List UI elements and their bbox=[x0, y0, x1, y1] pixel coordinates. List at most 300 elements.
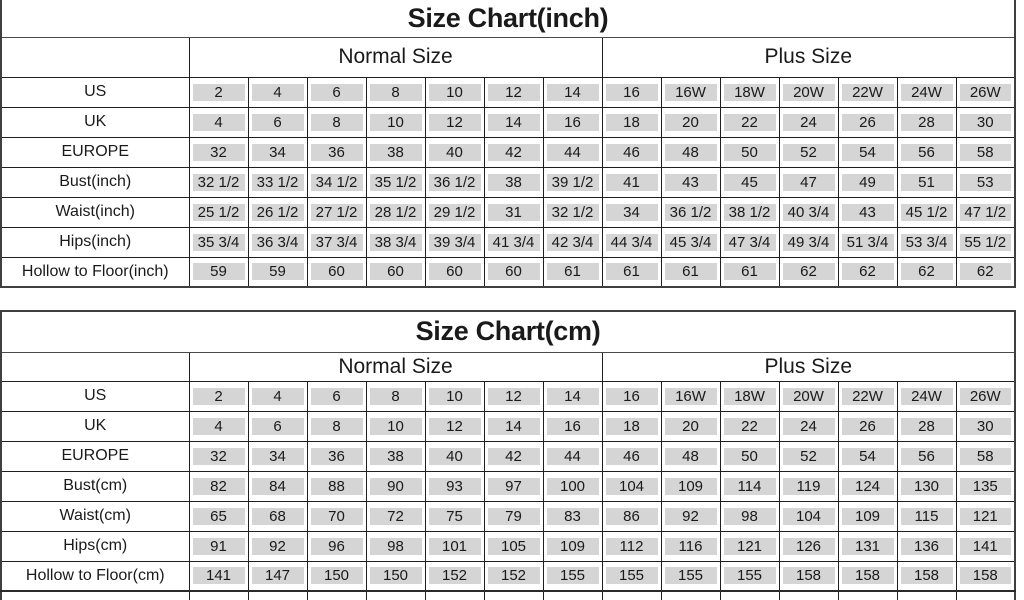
size-cell-value: 60 bbox=[370, 263, 422, 280]
size-cell-value: 16 bbox=[547, 418, 599, 435]
size-cell bbox=[248, 227, 307, 257]
size-cell bbox=[543, 137, 602, 167]
size-cell-value: 90 bbox=[370, 478, 422, 495]
size-cell-value: 32 1/2 bbox=[547, 204, 599, 221]
size-cell bbox=[484, 501, 543, 531]
table-row bbox=[1, 227, 1015, 257]
size-cell bbox=[956, 167, 1015, 197]
size-cell bbox=[779, 591, 838, 600]
size-cell bbox=[484, 77, 543, 107]
size-cell bbox=[543, 197, 602, 227]
size-cell-value: 155 bbox=[606, 567, 658, 584]
size-cell-value: 12 bbox=[488, 84, 540, 101]
size-cell bbox=[661, 137, 720, 167]
size-cell bbox=[720, 137, 779, 167]
size-cell-value: 126 bbox=[783, 538, 835, 555]
size-cell-value: 88 bbox=[311, 478, 363, 495]
table-row bbox=[1, 531, 1015, 561]
size-cell bbox=[307, 561, 366, 591]
size-cell-value: 29 1/2 bbox=[429, 204, 481, 221]
size-cell bbox=[484, 197, 543, 227]
size-cell bbox=[248, 561, 307, 591]
size-cell bbox=[602, 257, 661, 287]
size-cell-value: 38 1/2 bbox=[724, 204, 776, 221]
size-cell-value: 59 bbox=[193, 263, 245, 280]
size-cell bbox=[366, 257, 425, 287]
size-cell-value: 109 bbox=[547, 538, 599, 555]
size-cell bbox=[425, 591, 484, 600]
size-cell bbox=[248, 501, 307, 531]
size-cell bbox=[366, 77, 425, 107]
size-cell-value: 28 bbox=[901, 114, 953, 131]
row-label: Hollow to Floor(cm) bbox=[1, 561, 189, 591]
size-cell bbox=[720, 167, 779, 197]
size-cell bbox=[720, 501, 779, 531]
size-cell bbox=[838, 471, 897, 501]
size-cell bbox=[189, 107, 248, 137]
size-cell bbox=[661, 197, 720, 227]
size-cell bbox=[189, 531, 248, 561]
size-cell bbox=[484, 531, 543, 561]
size-cell-value: 20W bbox=[783, 84, 835, 101]
size-cell-value: 26 bbox=[842, 114, 894, 131]
size-cell-value: 16W bbox=[665, 84, 717, 101]
size-cell-value: 26 1/2 bbox=[252, 204, 304, 221]
size-cell-value: 92 bbox=[252, 538, 304, 555]
size-cell bbox=[602, 107, 661, 137]
size-cell-value: 6 bbox=[252, 418, 304, 435]
size-cell-value: 10 bbox=[370, 114, 422, 131]
size-cell bbox=[779, 197, 838, 227]
size-cell-value: 34 bbox=[252, 448, 304, 465]
size-cell bbox=[484, 227, 543, 257]
size-cell-value: 112 bbox=[606, 538, 658, 555]
size-cell bbox=[602, 471, 661, 501]
size-cell bbox=[189, 137, 248, 167]
size-cell bbox=[897, 197, 956, 227]
size-cell-value: 152 bbox=[488, 567, 540, 584]
size-cell bbox=[956, 591, 1015, 600]
size-cell bbox=[838, 257, 897, 287]
size-cell-value: 40 bbox=[429, 448, 481, 465]
row-label: Bust(cm) bbox=[1, 471, 189, 501]
size-cell bbox=[248, 167, 307, 197]
size-cell-value: 155 bbox=[665, 567, 717, 584]
size-cell bbox=[897, 531, 956, 561]
size-cell-value: 38 bbox=[370, 448, 422, 465]
size-cell bbox=[484, 471, 543, 501]
size-cell bbox=[189, 411, 248, 441]
size-cell-value: 16 bbox=[606, 84, 658, 101]
size-cell-value: 4 bbox=[252, 84, 304, 101]
size-cell-value: 16 bbox=[606, 388, 658, 405]
size-cell bbox=[543, 381, 602, 411]
size-cell-value: 105 bbox=[488, 538, 540, 555]
size-cell-value: 18W bbox=[724, 84, 776, 101]
size-cell bbox=[543, 257, 602, 287]
table-row bbox=[1, 197, 1015, 227]
size-cell bbox=[366, 531, 425, 561]
size-cell bbox=[307, 411, 366, 441]
size-cell-value: 50 bbox=[724, 448, 776, 465]
size-cell bbox=[956, 531, 1015, 561]
size-cell bbox=[838, 531, 897, 561]
size-cell-value: 8 bbox=[311, 418, 363, 435]
row-label: Waist(inch) bbox=[1, 197, 189, 227]
size-cell bbox=[307, 471, 366, 501]
row-label: US bbox=[1, 381, 189, 411]
size-cell-value: 116 bbox=[665, 538, 717, 555]
size-cell bbox=[602, 227, 661, 257]
size-cell-value: 47 bbox=[783, 174, 835, 191]
size-cell-value: 141 bbox=[960, 538, 1012, 555]
size-table-cm bbox=[0, 310, 1016, 600]
table-row bbox=[1, 107, 1015, 137]
size-cell bbox=[484, 257, 543, 287]
row-label: Bust(inch) bbox=[1, 167, 189, 197]
size-cell bbox=[484, 381, 543, 411]
size-cell-value: 44 bbox=[547, 448, 599, 465]
size-cell bbox=[661, 441, 720, 471]
size-cell bbox=[956, 561, 1015, 591]
size-cell-value: 61 bbox=[606, 263, 658, 280]
size-cell-value: 2 bbox=[193, 84, 245, 101]
size-cell bbox=[543, 531, 602, 561]
size-cell bbox=[838, 591, 897, 600]
size-cell-value: 62 bbox=[901, 263, 953, 280]
size-cell bbox=[838, 411, 897, 441]
size-cell-value: 32 1/2 bbox=[193, 174, 245, 191]
size-cell-value: 62 bbox=[783, 263, 835, 280]
size-cell bbox=[425, 411, 484, 441]
size-cell bbox=[956, 137, 1015, 167]
size-cell-value: 158 bbox=[783, 567, 835, 584]
size-cell bbox=[248, 471, 307, 501]
size-cell-value: 91 bbox=[193, 538, 245, 555]
size-cell bbox=[248, 441, 307, 471]
size-cell bbox=[897, 257, 956, 287]
size-cell-value: 14 bbox=[488, 114, 540, 131]
size-cell bbox=[720, 77, 779, 107]
size-cell bbox=[543, 77, 602, 107]
size-cell-value: 4 bbox=[193, 114, 245, 131]
size-cell bbox=[897, 381, 956, 411]
size-cell-value: 42 bbox=[488, 448, 540, 465]
size-cell bbox=[307, 167, 366, 197]
size-cell-value: 101 bbox=[429, 538, 481, 555]
row-label: US bbox=[1, 77, 189, 107]
size-cell-value: 41 bbox=[606, 174, 658, 191]
size-cell bbox=[897, 77, 956, 107]
table-row bbox=[1, 411, 1015, 441]
size-cell-value: 62 bbox=[842, 263, 894, 280]
size-cell bbox=[956, 411, 1015, 441]
size-cell-value: 32 bbox=[193, 144, 245, 161]
size-cell-value: 26 bbox=[842, 418, 894, 435]
size-cell-value: 28 1/2 bbox=[370, 204, 422, 221]
normal-size-header: Normal Size bbox=[189, 352, 602, 381]
size-cell-value: 62 bbox=[960, 263, 1012, 280]
size-cell-value: 52 bbox=[783, 448, 835, 465]
size-cell bbox=[602, 167, 661, 197]
size-cell bbox=[602, 381, 661, 411]
size-cell bbox=[720, 257, 779, 287]
size-cell bbox=[956, 257, 1015, 287]
size-cell bbox=[366, 107, 425, 137]
size-cell-value: 49 3/4 bbox=[783, 234, 835, 251]
size-cell bbox=[897, 441, 956, 471]
size-cell bbox=[248, 411, 307, 441]
size-cell-value: 58 bbox=[960, 144, 1012, 161]
size-cell-value: 18 bbox=[606, 114, 658, 131]
size-cell bbox=[484, 411, 543, 441]
size-cell-value: 56 bbox=[901, 144, 953, 161]
size-cell-value: 24 bbox=[783, 418, 835, 435]
size-cell-value: 82 bbox=[193, 478, 245, 495]
size-cell bbox=[366, 167, 425, 197]
size-cell bbox=[189, 227, 248, 257]
size-cell-value: 8 bbox=[370, 84, 422, 101]
size-cell bbox=[366, 501, 425, 531]
size-cell bbox=[897, 107, 956, 137]
size-cell bbox=[720, 471, 779, 501]
size-cell-value: 42 3/4 bbox=[547, 234, 599, 251]
size-cell bbox=[248, 257, 307, 287]
size-cell bbox=[248, 77, 307, 107]
size-cell-value: 12 bbox=[429, 114, 481, 131]
size-cell bbox=[838, 441, 897, 471]
size-cell-value: 84 bbox=[252, 478, 304, 495]
size-cell bbox=[484, 561, 543, 591]
size-cell-value: 16 bbox=[547, 114, 599, 131]
row-label bbox=[1, 591, 189, 600]
size-cell bbox=[189, 561, 248, 591]
size-cell bbox=[838, 167, 897, 197]
size-cell-value: 22W bbox=[842, 84, 894, 101]
size-cell bbox=[307, 591, 366, 600]
size-cell-value: 65 bbox=[193, 508, 245, 525]
size-cell-value: 10 bbox=[370, 418, 422, 435]
table-title-inch: Size Chart(inch) bbox=[1, 0, 1015, 37]
size-cell bbox=[189, 471, 248, 501]
size-cell bbox=[661, 411, 720, 441]
table-row bbox=[1, 137, 1015, 167]
size-cell bbox=[779, 471, 838, 501]
row-label: Hips(cm) bbox=[1, 531, 189, 561]
size-cell bbox=[189, 167, 248, 197]
row-label: EUROPE bbox=[1, 441, 189, 471]
size-cell bbox=[602, 197, 661, 227]
size-cell bbox=[425, 77, 484, 107]
size-cell-value: 114 bbox=[724, 478, 776, 495]
size-cell bbox=[425, 501, 484, 531]
size-cell-value: 27 1/2 bbox=[311, 204, 363, 221]
table-row bbox=[1, 471, 1015, 501]
size-cell-value: 61 bbox=[724, 263, 776, 280]
size-cell bbox=[661, 531, 720, 561]
size-cell-value: 14 bbox=[547, 388, 599, 405]
size-cell-value: 60 bbox=[488, 263, 540, 280]
size-cell bbox=[425, 257, 484, 287]
size-cell bbox=[720, 227, 779, 257]
size-cell-value: 30 bbox=[960, 418, 1012, 435]
size-cell-value: 30 bbox=[960, 114, 1012, 131]
size-cell bbox=[484, 137, 543, 167]
size-cell bbox=[307, 441, 366, 471]
size-cell-value: 98 bbox=[370, 538, 422, 555]
size-cell bbox=[838, 227, 897, 257]
size-cell-value: 36 bbox=[311, 144, 363, 161]
size-cell-value: 79 bbox=[488, 508, 540, 525]
size-cell bbox=[307, 531, 366, 561]
size-cell-value: 83 bbox=[547, 508, 599, 525]
table-row bbox=[1, 257, 1015, 287]
size-cell bbox=[661, 471, 720, 501]
clipped-row bbox=[1, 591, 1015, 600]
size-cell bbox=[897, 561, 956, 591]
size-cell-value: 121 bbox=[724, 538, 776, 555]
size-cell-value: 20 bbox=[665, 114, 717, 131]
size-cell-value: 100 bbox=[547, 478, 599, 495]
size-cell bbox=[307, 107, 366, 137]
size-cell-value: 109 bbox=[665, 478, 717, 495]
size-cell-value: 41 3/4 bbox=[488, 234, 540, 251]
size-cell bbox=[484, 167, 543, 197]
size-cell bbox=[661, 561, 720, 591]
size-cell bbox=[897, 501, 956, 531]
size-cell-value: 38 bbox=[488, 174, 540, 191]
size-cell-value: 152 bbox=[429, 567, 481, 584]
size-cell bbox=[779, 167, 838, 197]
size-cell bbox=[956, 381, 1015, 411]
size-cell bbox=[956, 471, 1015, 501]
size-cell-value: 38 3/4 bbox=[370, 234, 422, 251]
size-cell bbox=[838, 197, 897, 227]
size-cell-value: 38 bbox=[370, 144, 422, 161]
size-cell bbox=[189, 77, 248, 107]
size-cell bbox=[720, 531, 779, 561]
size-cell-value: 72 bbox=[370, 508, 422, 525]
size-cell bbox=[956, 107, 1015, 137]
size-cell-value: 6 bbox=[311, 84, 363, 101]
size-cell-value: 44 3/4 bbox=[606, 234, 658, 251]
size-cell bbox=[248, 531, 307, 561]
size-cell bbox=[779, 257, 838, 287]
size-cell-value: 36 1/2 bbox=[429, 174, 481, 191]
size-cell-value: 52 bbox=[783, 144, 835, 161]
size-cell bbox=[661, 591, 720, 600]
size-cell bbox=[661, 227, 720, 257]
size-cell bbox=[366, 381, 425, 411]
size-cell bbox=[602, 441, 661, 471]
size-cell bbox=[425, 107, 484, 137]
size-cell bbox=[720, 381, 779, 411]
size-cell bbox=[425, 471, 484, 501]
size-cell-value: 147 bbox=[252, 567, 304, 584]
size-cell bbox=[366, 441, 425, 471]
size-cell-value: 40 3/4 bbox=[783, 204, 835, 221]
size-cell-value: 24W bbox=[901, 84, 953, 101]
size-cell bbox=[484, 441, 543, 471]
size-cell bbox=[602, 411, 661, 441]
size-cell-value: 60 bbox=[311, 263, 363, 280]
size-cell bbox=[307, 257, 366, 287]
size-cell bbox=[779, 531, 838, 561]
size-cell-value: 40 bbox=[429, 144, 481, 161]
table-row bbox=[1, 441, 1015, 471]
size-cell bbox=[897, 227, 956, 257]
size-cell-value: 61 bbox=[665, 263, 717, 280]
size-cell bbox=[425, 531, 484, 561]
size-cell-value: 119 bbox=[783, 478, 835, 495]
size-cell-value: 97 bbox=[488, 478, 540, 495]
size-cell bbox=[661, 501, 720, 531]
size-cell-value: 28 bbox=[901, 418, 953, 435]
size-cell-value: 50 bbox=[724, 144, 776, 161]
row-label: UK bbox=[1, 411, 189, 441]
size-cell-value: 8 bbox=[370, 388, 422, 405]
size-cell-value: 4 bbox=[193, 418, 245, 435]
size-cell-value: 49 bbox=[842, 174, 894, 191]
row-label: Waist(cm) bbox=[1, 501, 189, 531]
size-cell bbox=[779, 411, 838, 441]
size-cell-value: 18 bbox=[606, 418, 658, 435]
size-cell-value: 22W bbox=[842, 388, 894, 405]
size-cell bbox=[425, 227, 484, 257]
size-cell-value: 39 3/4 bbox=[429, 234, 481, 251]
size-cell-value: 43 bbox=[665, 174, 717, 191]
plus-size-header: Plus Size bbox=[602, 352, 1015, 381]
size-cell-value: 2 bbox=[193, 388, 245, 405]
size-cell-value: 26W bbox=[960, 84, 1012, 101]
size-table-inch bbox=[0, 0, 1016, 288]
size-cell bbox=[366, 411, 425, 441]
size-cell bbox=[779, 381, 838, 411]
size-cell bbox=[838, 561, 897, 591]
size-cell-value: 59 bbox=[252, 263, 304, 280]
size-cell bbox=[779, 227, 838, 257]
size-cell bbox=[661, 381, 720, 411]
size-cell-value: 10 bbox=[429, 388, 481, 405]
size-cell-value: 25 1/2 bbox=[193, 204, 245, 221]
size-cell-value: 48 bbox=[665, 448, 717, 465]
size-cell bbox=[779, 501, 838, 531]
size-cell-value: 131 bbox=[842, 538, 894, 555]
size-cell bbox=[248, 197, 307, 227]
size-cell bbox=[366, 137, 425, 167]
size-cell bbox=[897, 411, 956, 441]
size-cell-value: 104 bbox=[606, 478, 658, 495]
size-cell-value: 6 bbox=[252, 114, 304, 131]
size-cell bbox=[602, 531, 661, 561]
size-cell-value: 136 bbox=[901, 538, 953, 555]
size-cell-value: 150 bbox=[311, 567, 363, 584]
size-cell bbox=[366, 591, 425, 600]
size-cell-value: 34 1/2 bbox=[311, 174, 363, 191]
size-cell-value: 16W bbox=[665, 388, 717, 405]
size-cell-value: 37 3/4 bbox=[311, 234, 363, 251]
size-cell bbox=[720, 107, 779, 137]
size-cell-value: 34 bbox=[606, 204, 658, 221]
size-cell bbox=[838, 77, 897, 107]
size-cell bbox=[956, 197, 1015, 227]
size-cell-value: 35 1/2 bbox=[370, 174, 422, 191]
size-cell bbox=[956, 441, 1015, 471]
size-cell-value: 45 bbox=[724, 174, 776, 191]
table-title-cm: Size Chart(cm) bbox=[1, 311, 1015, 352]
size-cell bbox=[956, 501, 1015, 531]
size-cell-value: 53 bbox=[960, 174, 1012, 191]
